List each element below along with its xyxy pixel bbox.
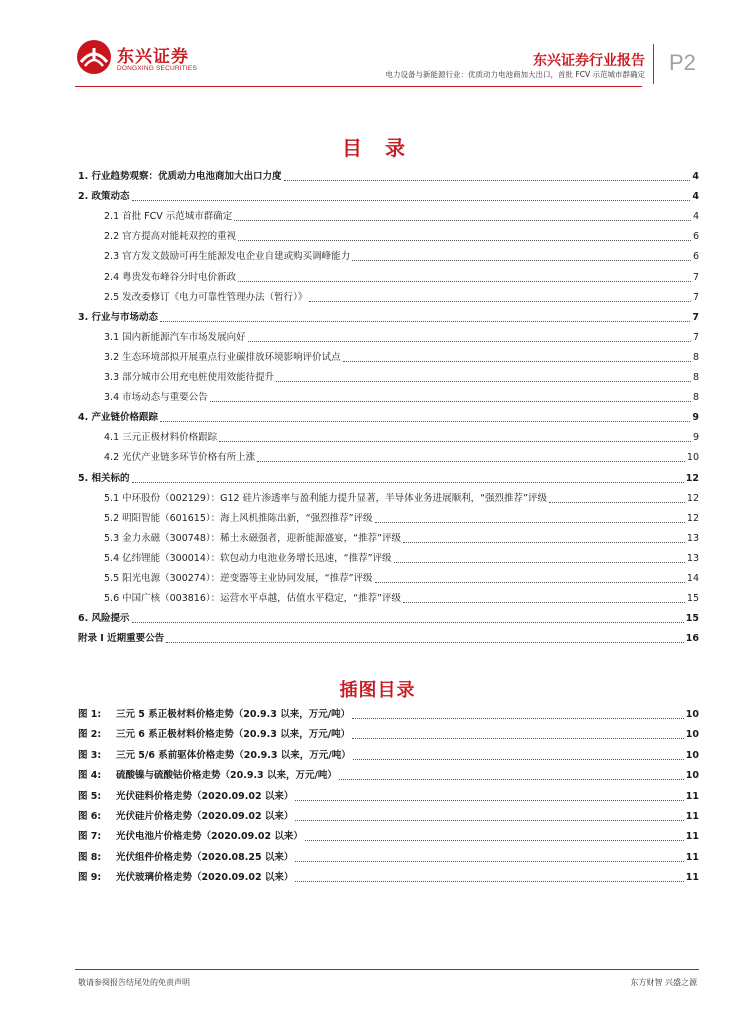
figure-label: 三元 5 系正极材料价格走势（20.9.3 以来，万元/吨）	[116, 709, 351, 720]
header-divider	[653, 44, 654, 84]
toc-leader-dots	[276, 380, 691, 382]
toc-entry-page: 15	[686, 593, 699, 605]
figure-entry[interactable]	[78, 828, 699, 844]
figure-label: 光伏玻璃价格走势（2020.09.02 以来）	[116, 872, 294, 884]
report-title: 东兴证券行业报告	[533, 53, 645, 69]
toc-entry-label: 4.1 三元正极材料价格跟踪	[104, 432, 218, 444]
figure-label: 三元 5/6 系前驱体价格走势（20.9.3 以来，万元/吨）	[116, 749, 351, 761]
toc-entry-label: 2. 政策动态	[78, 191, 130, 203]
figure-label: 光伏硅料价格走势（2020.09.02 以来）	[116, 790, 294, 802]
toc-entry-page: 8	[692, 351, 699, 363]
toc-entry-label: 3.1 国内新能源汽车市场发展向好	[104, 331, 246, 343]
toc-entry-page: 12	[686, 512, 699, 524]
footer-slogan: 东方财智 兴盛之源	[630, 978, 697, 987]
toc-leader-dots	[132, 481, 684, 483]
figure-number: 图 4:	[78, 770, 102, 782]
toc-leader-dots	[403, 601, 685, 603]
figure-number: 图 3:	[78, 749, 102, 761]
toc-entry-page: 7	[692, 311, 699, 323]
toc-entry-label: 6. 风险提示	[78, 613, 130, 625]
toc-entry[interactable]	[78, 409, 699, 425]
toc-entry[interactable]	[78, 490, 699, 506]
figure-label: 光伏硅片价格走势（2020.09.02 以来）	[116, 811, 294, 822]
toc-leader-dots	[210, 400, 691, 402]
toc-entry-label: 3. 行业与市场动态	[78, 311, 159, 323]
toc-entry[interactable]	[78, 349, 699, 365]
toc-entry[interactable]	[78, 369, 699, 385]
page-header	[0, 0, 755, 95]
toc-entry-label: 4. 产业链价格跟踪	[78, 412, 159, 424]
figure-page: 11	[685, 790, 699, 802]
figure-leader-dots	[339, 778, 684, 780]
toc-entry[interactable]	[78, 630, 699, 646]
figure-number: 图 7:	[78, 831, 102, 843]
toc-leader-dots	[375, 521, 685, 523]
toc-entry-page: 12	[686, 492, 699, 504]
toc-entry-label: 2.2 官方提高对能耗双控的重视	[104, 231, 237, 243]
toc-entry[interactable]	[78, 389, 699, 405]
toc-entry-label: 5. 相关标的	[78, 472, 130, 484]
toc-entry-label: 2.1 首批 FCV 示范城市群确定	[104, 211, 233, 223]
toc-entry-page: 9	[692, 432, 699, 444]
toc-entry-label: 4.2 光伏产业链多环节价格有所上涨	[104, 452, 256, 464]
toc-entry[interactable]	[78, 610, 699, 626]
figure-label: 光伏电池片价格走势（2020.09.02 以来）	[116, 831, 303, 843]
figure-label: 光伏组件价格走势（2020.08.25 以来）	[116, 851, 294, 863]
toc-entry-page: 16	[685, 633, 699, 645]
toc-leader-dots	[219, 440, 691, 442]
footer-rule	[75, 969, 699, 970]
toc-entry-label: 3.2 生态环境部拟开展重点行业碳排放环境影响评价试点	[104, 351, 341, 363]
toc-leader-dots	[160, 320, 690, 322]
figure-entry[interactable]	[78, 706, 699, 722]
toc-entry-page: 6	[692, 231, 699, 243]
company-logo	[75, 38, 205, 84]
logo-chinese-name: 东兴证券	[117, 47, 189, 67]
toc-leader-dots	[309, 300, 691, 302]
toc-entry[interactable]	[78, 248, 699, 264]
figure-leader-dots	[295, 880, 683, 882]
figures-title: 插图目录	[339, 680, 416, 701]
toc-entry-page: 7	[692, 331, 699, 343]
toc-entry-page: 12	[685, 472, 699, 484]
toc-entry[interactable]	[78, 188, 699, 204]
toc-leader-dots	[248, 340, 691, 342]
figure-leader-dots	[295, 799, 683, 801]
figure-entry[interactable]	[78, 869, 699, 885]
toc-entry-page: 7	[692, 271, 699, 283]
figure-page: 10	[685, 770, 699, 782]
figure-label: 三元 6 系正极材料价格走势（20.9.3 以来，万元/吨）	[116, 729, 351, 741]
report-subtitle: 电力设备与新能源行业：优质动力电池商加大出口，首批 FCV 示范城市群确定	[385, 70, 645, 79]
toc-entry-label: 5.2 明阳智能（601615）：海上风机推陈出新，“强烈推荐”评级	[104, 512, 373, 524]
toc-entry-page: 13	[686, 552, 699, 564]
toc-leader-dots	[343, 360, 691, 362]
toc-entry-page: 13	[686, 532, 699, 544]
toc-entry-label: 5.4 亿纬锂能（300014）：软包动力电池业务增长迅速，“推荐”评级	[104, 552, 392, 564]
toc-leader-dots	[284, 179, 691, 181]
toc-leader-dots	[166, 641, 684, 643]
toc-entry-page: 9	[692, 412, 699, 424]
figure-entry[interactable]	[78, 747, 699, 763]
toc-entry[interactable]	[78, 309, 699, 325]
toc-entry-label: 5.5 阳光电源（300274）：逆变器等主业协同发展，“推荐”评级	[104, 573, 373, 584]
toc-entry-page: 7	[692, 291, 699, 303]
figure-leader-dots	[295, 860, 683, 862]
toc-entry-label: 2.3 官方发文鼓励可再生能源发电企业自建或购买调峰能力	[104, 251, 351, 263]
toc-entry[interactable]	[78, 570, 699, 586]
toc-entry[interactable]	[78, 510, 699, 526]
figure-number: 图 5:	[78, 790, 102, 802]
toc-entry-label: 5.6 中国广核（003816）：运营水平卓越，估值水平稳定，“推荐”评级	[104, 593, 401, 605]
toc-entry-label: 1. 行业趋势观察：优质动力电池商加大出口力度	[78, 171, 282, 182]
toc-entry[interactable]	[78, 429, 699, 445]
toc-entry-label: 3.4 市场动态与重要公告	[104, 392, 208, 404]
toc-leader-dots	[394, 561, 685, 563]
toc-entry-page: 6	[692, 251, 699, 263]
toc-entry[interactable]	[78, 269, 699, 285]
figure-page: 10	[685, 749, 699, 761]
toc-entry-page: 4	[692, 211, 699, 223]
toc-leader-dots	[257, 460, 685, 462]
toc-entry[interactable]	[78, 550, 699, 566]
toc-entry-page: 4	[692, 171, 699, 182]
toc-leader-dots	[234, 219, 691, 221]
toc-leader-dots	[403, 541, 685, 543]
figure-number: 图 8:	[78, 851, 102, 863]
figure-number: 图 6:	[78, 811, 102, 822]
figure-entry[interactable]	[78, 767, 699, 783]
logo-english-name: DONGXING SECURITIES	[117, 65, 198, 72]
figure-leader-dots	[353, 758, 684, 760]
toc-leader-dots	[132, 621, 684, 623]
figure-page: 11	[685, 851, 699, 863]
page-number: P2	[669, 50, 696, 75]
footer-disclaimer: 敬请参阅报告结尾处的免责声明	[78, 978, 190, 987]
toc-entry[interactable]	[78, 530, 699, 546]
toc-entry-page: 10	[686, 452, 699, 464]
toc-entry-page: 15	[685, 613, 699, 625]
toc-entry[interactable]	[78, 289, 699, 305]
toc-entry-label: 5.1 中环股份（002129）：G12 硅片渗透率与盈利能力提升显著，半导体业务进展顺利，“强烈推荐”评级	[104, 492, 547, 504]
figure-entry[interactable]	[78, 726, 699, 742]
toc-entry[interactable]	[78, 590, 699, 606]
figure-page: 11	[685, 811, 699, 822]
toc-entry-label: 2.4 粤贵发布峰谷分时电价新政	[104, 271, 237, 283]
toc-entry-label: 2.5 发改委修订《电力可靠性管理办法（暂行）》	[104, 291, 308, 303]
figure-page: 11	[685, 872, 699, 884]
figure-leader-dots	[352, 737, 684, 739]
figure-leader-dots	[305, 839, 684, 841]
figure-entry[interactable]	[78, 788, 699, 804]
figure-number: 图 2:	[78, 729, 102, 741]
header-rule	[75, 86, 642, 87]
toc-entry[interactable]	[78, 168, 699, 184]
figure-entry[interactable]	[78, 849, 699, 865]
toc-entry-page: 4	[692, 191, 699, 203]
toc-entry[interactable]	[78, 208, 699, 224]
toc-leader-dots	[549, 501, 685, 503]
toc-entry[interactable]	[78, 228, 699, 244]
toc-entry[interactable]	[78, 329, 699, 345]
figure-page: 11	[685, 831, 699, 843]
figure-page: 10	[685, 709, 699, 720]
figure-leader-dots	[295, 819, 683, 821]
toc-leader-dots	[238, 280, 691, 282]
toc-leader-dots	[352, 259, 691, 261]
dongxing-logo-icon	[75, 38, 113, 76]
figure-page: 10	[685, 729, 699, 741]
toc-entry-page: 8	[692, 392, 699, 404]
toc-entry-label: 5.3 金力永磁（300748）：稀土永磁强者，迎新能源盛宴，“推荐”评级	[104, 532, 401, 544]
figure-label: 硫酸镍与硫酸钴价格走势（20.9.3 以来，万元/吨）	[116, 770, 337, 782]
figure-number: 图 9:	[78, 872, 102, 884]
toc-entry-page: 14	[686, 573, 699, 584]
toc-entry-label: 附录 I 近期重要公告	[78, 633, 165, 645]
toc-entry[interactable]	[78, 470, 699, 486]
toc-leader-dots	[238, 239, 691, 241]
figure-number: 图 1:	[78, 709, 102, 720]
toc-entry[interactable]	[78, 449, 699, 465]
toc-leader-dots	[160, 420, 690, 422]
toc-entry-page: 8	[692, 372, 699, 383]
toc-entry-label: 3.3 部分城市公用充电桩使用效能待提升	[104, 372, 275, 383]
toc-title: 目 录	[342, 136, 413, 160]
toc-leader-dots	[132, 199, 691, 201]
figure-leader-dots	[352, 717, 684, 719]
figure-entry[interactable]	[78, 808, 699, 824]
toc-leader-dots	[375, 581, 685, 583]
